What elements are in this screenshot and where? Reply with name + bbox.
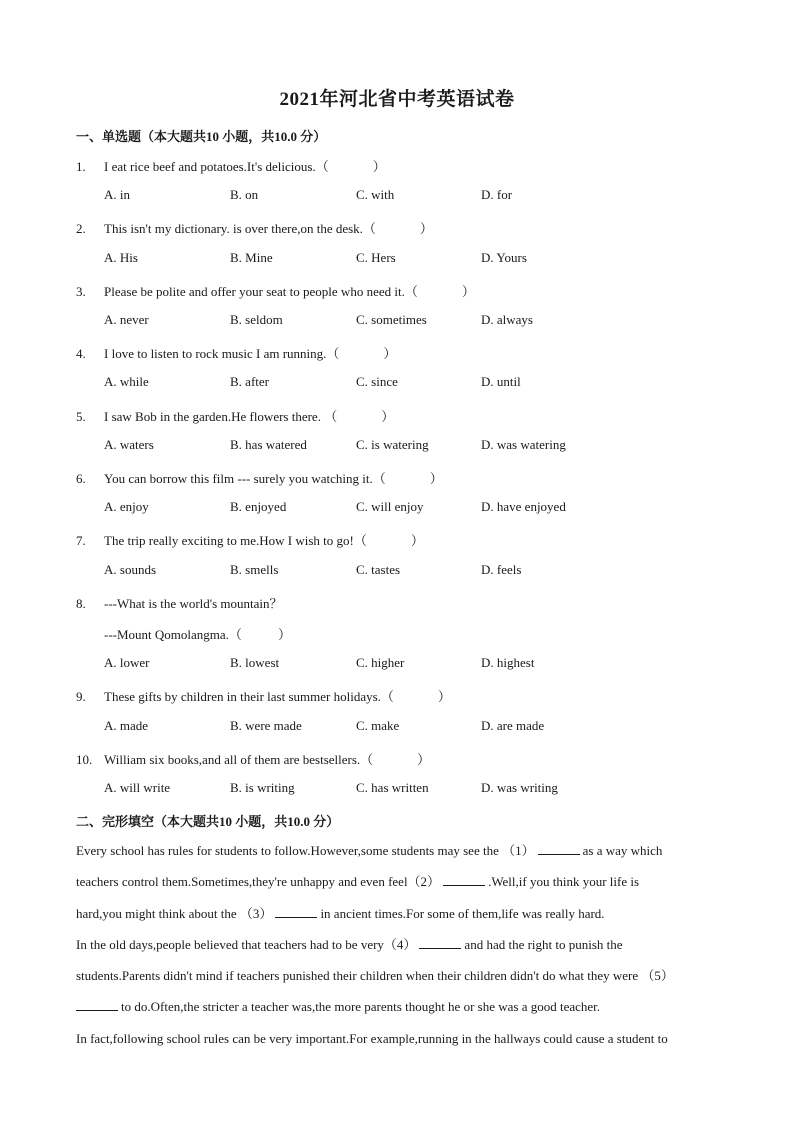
question-7-options xyxy=(104,562,744,580)
question-number: 9. xyxy=(76,689,86,704)
answer-bracket-close: ） xyxy=(429,471,443,486)
passage-line: Every school has rules for students to follow.However,some students may see the （1） as a way which xyxy=(76,843,663,858)
answer-bracket-close: ） xyxy=(372,159,386,174)
question-number: 7. xyxy=(76,533,86,548)
option-a[interactable]: A. enjoy xyxy=(104,499,149,514)
question-stem: Please be polite and offer your seat to people who need it.（ xyxy=(104,284,418,299)
question-number: 10. xyxy=(76,752,93,767)
question-3-options xyxy=(104,312,744,330)
option-c[interactable]: C. higher xyxy=(356,655,405,670)
question-5 xyxy=(76,406,394,425)
option-a[interactable]: A. made xyxy=(104,718,149,733)
option-c[interactable]: C. will enjoy xyxy=(356,499,424,514)
question-8-answer-line xyxy=(104,624,291,643)
option-a[interactable]: A. His xyxy=(104,250,138,265)
question-1 xyxy=(76,156,386,175)
answer-bracket-close: ） xyxy=(437,689,451,704)
option-b[interactable]: B. Mine xyxy=(230,250,273,265)
option-b[interactable]: B. lowest xyxy=(230,655,280,670)
option-d[interactable]: D. have enjoyed xyxy=(481,499,566,514)
question-10 xyxy=(76,749,430,768)
question-6 xyxy=(76,468,443,487)
blank-2[interactable] xyxy=(443,873,485,886)
option-d[interactable]: D. Yours xyxy=(481,250,527,265)
question-number: 6. xyxy=(76,471,86,486)
question-10-options xyxy=(104,780,744,798)
cloze-passage xyxy=(76,835,726,1054)
question-number: 8. xyxy=(76,596,86,611)
question-2-options xyxy=(104,250,744,268)
question-4-options xyxy=(104,374,744,392)
option-a[interactable]: A. while xyxy=(104,374,149,389)
blank-1[interactable] xyxy=(538,842,580,855)
question-6-options xyxy=(104,499,744,517)
question-stem: I saw Bob in the garden.He flowers there. （ xyxy=(104,409,338,424)
blank-3[interactable] xyxy=(275,905,317,918)
question-1-options xyxy=(104,187,744,205)
question-number: 5. xyxy=(76,409,86,424)
blank-4[interactable] xyxy=(419,936,461,949)
answer-bracket-close: ） xyxy=(277,627,291,642)
answer-bracket-close: ） xyxy=(410,533,424,548)
passage-line: In fact,following school rules can be very important.For example,running in the hallways could cause a student to xyxy=(76,1030,668,1046)
option-a[interactable]: A. never xyxy=(104,312,149,327)
option-b[interactable]: B. is writing xyxy=(230,780,295,795)
passage-line: hard,you might think about the （3） in ancient times.For some of them,life was really hard. xyxy=(76,905,605,921)
question-5-options xyxy=(104,437,744,455)
question-stem: These gifts by children in their last summer holidays.（ xyxy=(104,689,394,704)
question-2 xyxy=(76,218,433,237)
question-stem-continued: ---Mount Qomolangma.（ xyxy=(104,627,242,642)
question-stem: ---What is the world's mountain？ xyxy=(104,596,283,611)
option-a[interactable]: A. in xyxy=(104,187,130,202)
option-b[interactable]: B. on xyxy=(230,187,259,202)
option-c[interactable]: C. since xyxy=(356,374,398,389)
option-b[interactable]: B. smells xyxy=(230,562,279,577)
option-b[interactable]: B. enjoyed xyxy=(230,499,287,514)
blank-5[interactable] xyxy=(76,998,118,1011)
option-d[interactable]: D. are made xyxy=(481,718,545,733)
option-c[interactable]: C. tastes xyxy=(356,562,401,577)
passage-line: students.Parents didn't mind if teachers punished their children when their children didn't do what they were （5） xyxy=(76,968,674,984)
option-a[interactable]: A. sounds xyxy=(104,562,157,577)
option-c[interactable]: C. is watering xyxy=(356,437,429,452)
question-stem: This isn't my dictionary. is over there,on the desk.（ xyxy=(104,221,376,236)
option-c[interactable]: C. with xyxy=(356,187,395,202)
option-d[interactable]: D. highest xyxy=(481,655,535,670)
option-a[interactable]: A. lower xyxy=(104,655,150,670)
section-heading-cloze: 二、完形填空（本大题共10 小题，共10.0 分） xyxy=(76,814,340,829)
question-4 xyxy=(76,343,396,362)
question-stem: I love to listen to rock music I am running.（ xyxy=(104,346,340,361)
section-heading-single-choice: 一、单选题（本大题共10 小题，共10.0 分） xyxy=(76,129,327,144)
passage-line: In the old days,people believed that teachers had to be very（4） and had the right to punish the xyxy=(76,936,623,952)
page-title: 2021年河北省中考英语试卷 xyxy=(279,89,515,110)
passage-line: to do.Often,the stricter a teacher was,the more parents thought he or she was a good teacher. xyxy=(76,991,726,1022)
question-number: 2. xyxy=(76,221,86,236)
answer-bracket-close: ） xyxy=(461,284,475,299)
option-d[interactable]: D. until xyxy=(481,374,521,389)
question-stem: You can borrow this film --- surely you watching it.（ xyxy=(104,471,386,486)
option-d[interactable]: D. was watering xyxy=(481,437,566,452)
option-a[interactable]: A. waters xyxy=(104,437,154,452)
answer-bracket-close: ） xyxy=(383,346,397,361)
option-d[interactable]: D. was writing xyxy=(481,780,558,795)
question-7 xyxy=(76,530,424,549)
answer-bracket-close: ） xyxy=(419,221,433,236)
question-3 xyxy=(76,281,475,300)
question-stem: The trip really exciting to me.How I wish to go!（ xyxy=(104,533,367,548)
option-a[interactable]: A. will write xyxy=(104,780,171,795)
option-b[interactable]: B. after xyxy=(230,374,269,389)
option-c[interactable]: C. Hers xyxy=(356,250,396,265)
option-c[interactable]: C. make xyxy=(356,718,400,733)
question-8 xyxy=(76,593,283,612)
option-d[interactable]: D. for xyxy=(481,187,513,202)
question-number: 3. xyxy=(76,284,86,299)
option-d[interactable]: D. feels xyxy=(481,562,522,577)
option-b[interactable]: B. has watered xyxy=(230,437,307,452)
answer-bracket-close: ） xyxy=(417,752,431,767)
passage-line: teachers control them.Sometimes,they're unhappy and even feel（2） .Well,if you think your life is xyxy=(76,874,640,890)
option-c[interactable]: C. has written xyxy=(356,780,429,795)
question-9-options xyxy=(104,718,744,736)
question-stem: I eat rice beef and potatoes.It's delicious.（ xyxy=(104,159,329,174)
question-stem: William six books,and all of them are bestsellers.（ xyxy=(104,752,374,767)
question-9 xyxy=(76,686,451,705)
option-b[interactable]: B. seldom xyxy=(230,312,283,327)
question-number: 4. xyxy=(76,346,86,361)
option-c[interactable]: C. sometimes xyxy=(356,312,427,327)
question-8-options xyxy=(104,655,744,673)
option-d[interactable]: D. always xyxy=(481,312,533,327)
answer-bracket-close: ） xyxy=(381,409,395,424)
question-number: 1. xyxy=(76,159,86,174)
option-b[interactable]: B. were made xyxy=(230,718,302,733)
